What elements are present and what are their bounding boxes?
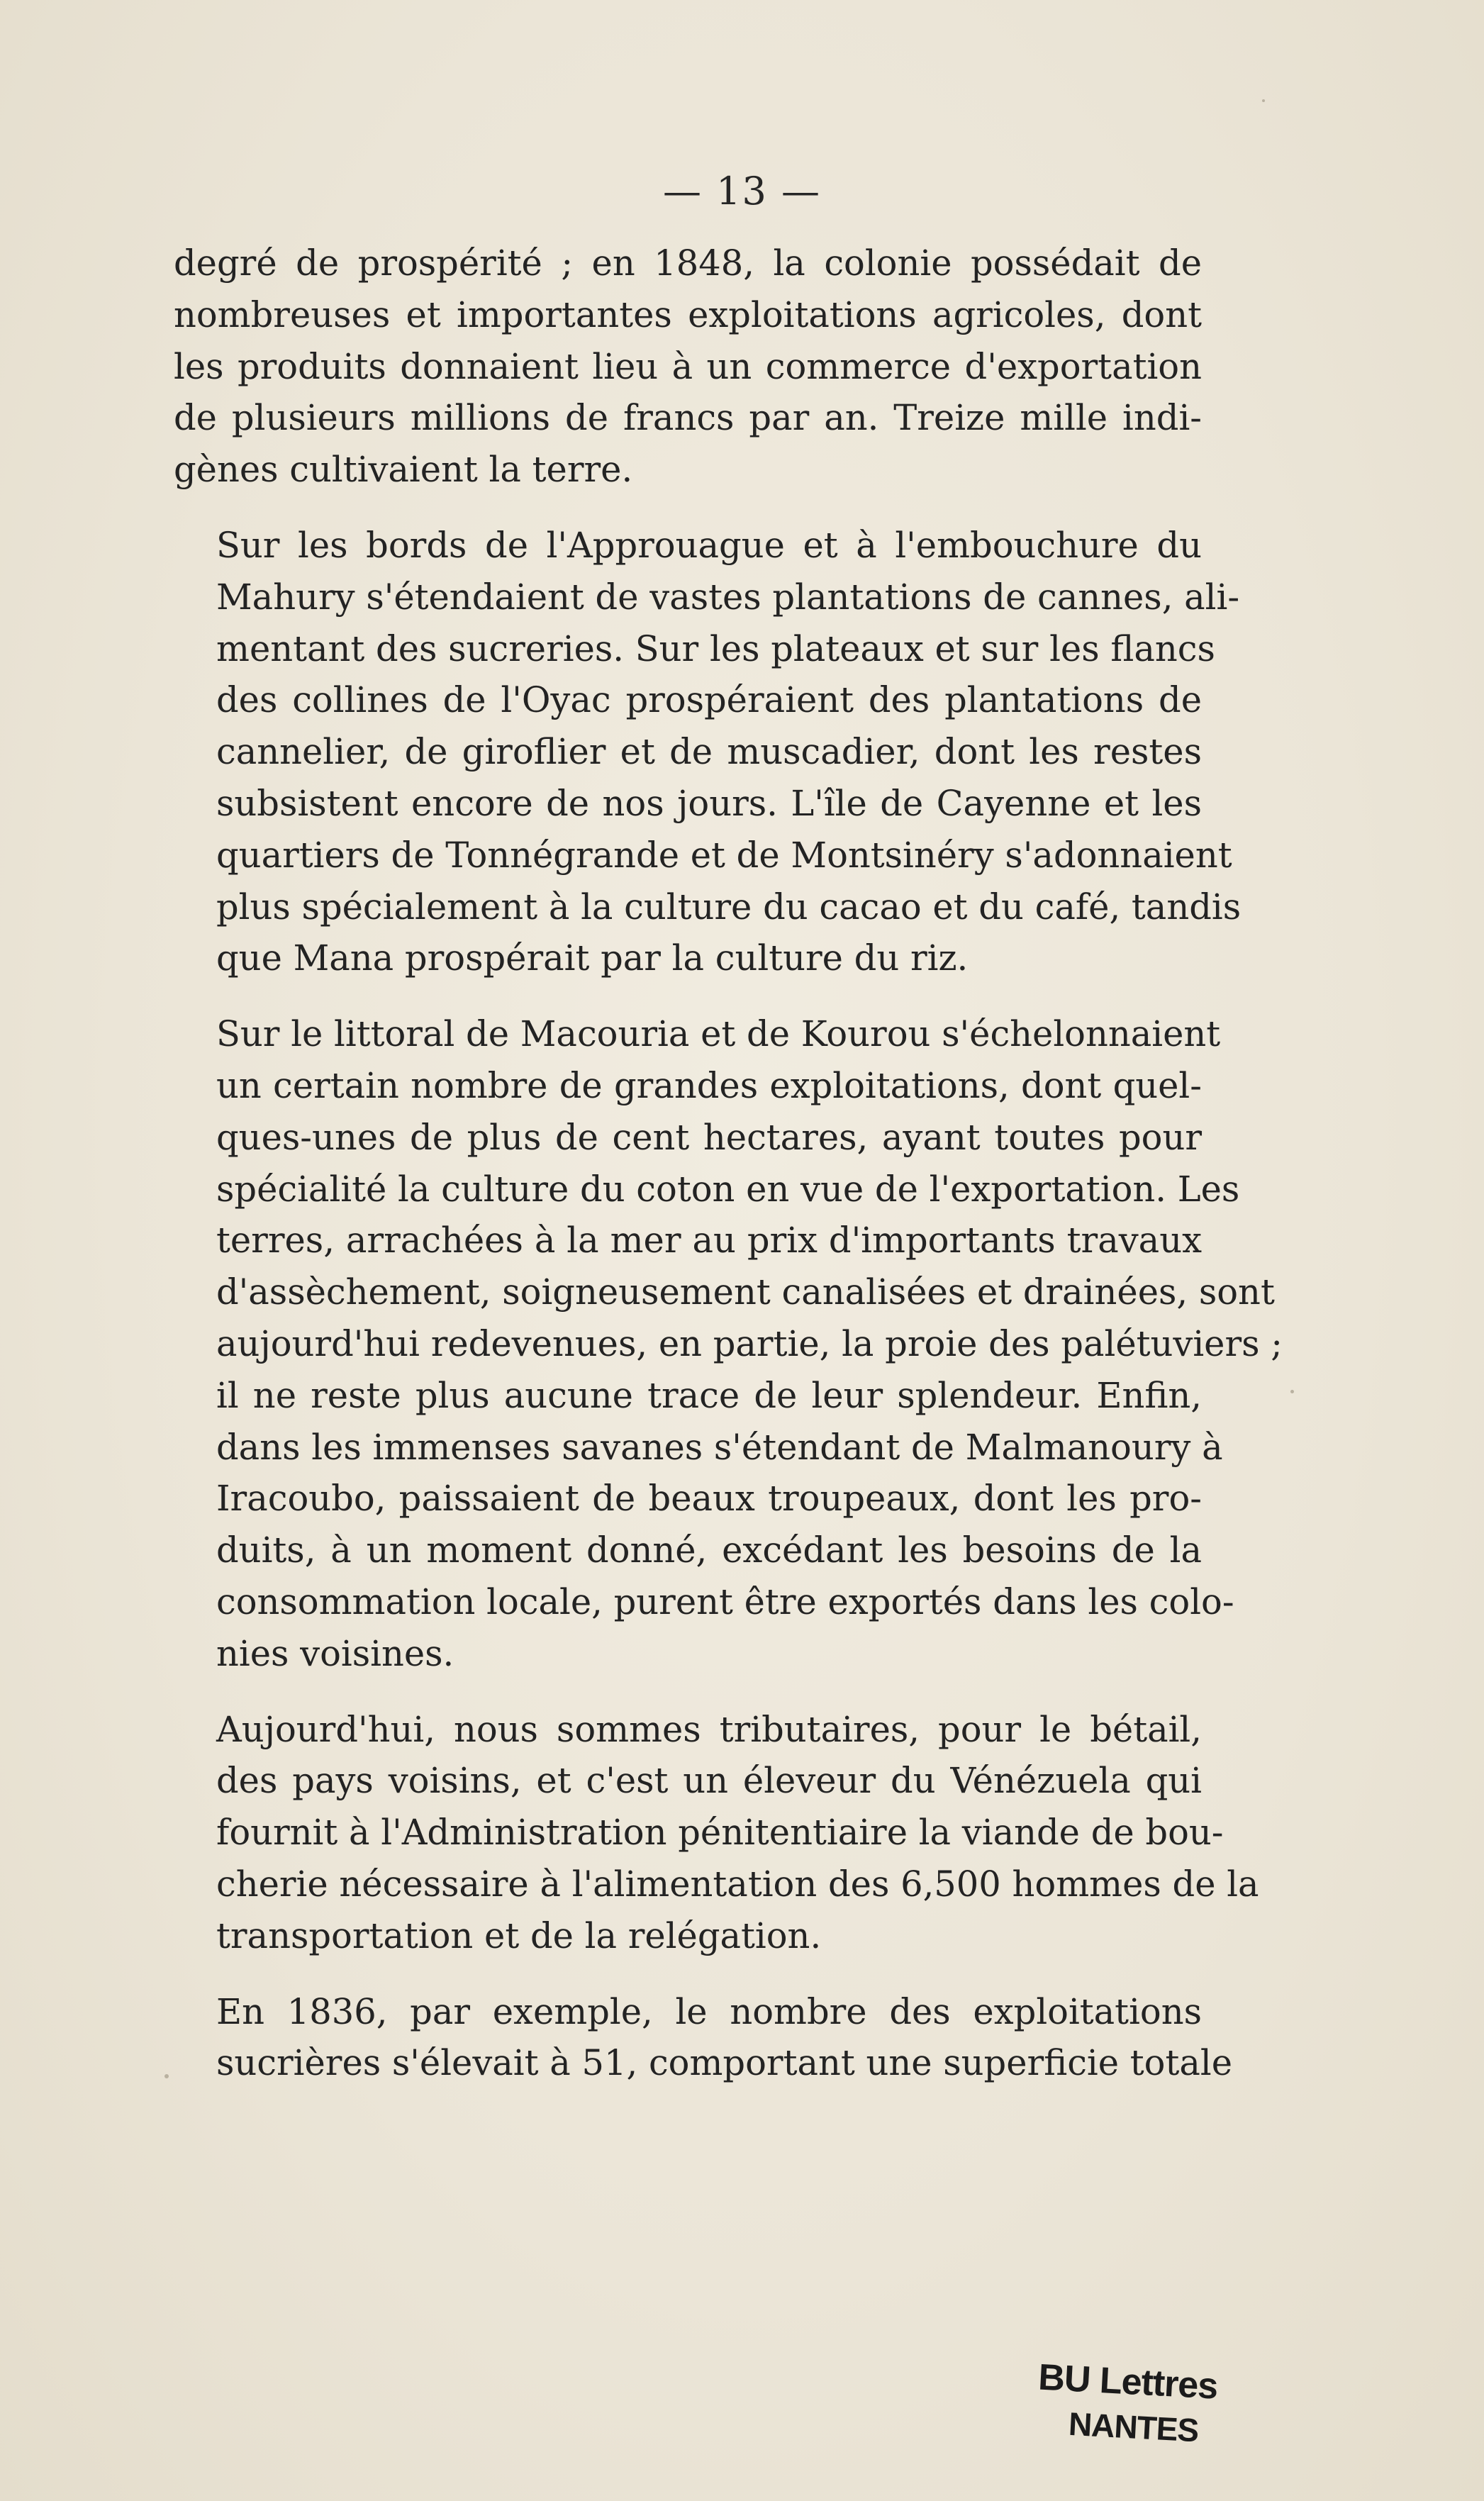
- paragraph-1: [174, 238, 1202, 496]
- text-line: ques-unes de plus de cent hectares, ayant toutes pour: [216, 1116, 1202, 1158]
- text-line: des pays voisins, et c'est un éleveur du Vénézuela qui: [216, 1760, 1202, 1802]
- text-line: sucrières s'élevait à 51, comportant une superficie totale: [216, 2042, 1233, 2084]
- paper-speck: [1290, 1390, 1294, 1393]
- text-line: duits, à un moment donné, excédant les besoins de la: [216, 1530, 1202, 1571]
- paper-speck: [164, 2074, 169, 2078]
- text-line: gènes cultivaient la terre.: [174, 449, 633, 491]
- paragraph-4: [174, 1704, 1259, 1962]
- text-line: En 1836, par exemple, le nombre des exploitations: [216, 1990, 1202, 2032]
- text-line: nombreuses et importantes exploitations agricoles, dont: [174, 294, 1202, 335]
- text-line: cannelier, de giroflier et de muscadier, dont les restes: [216, 731, 1202, 773]
- text-line: un certain nombre de grandes exploitations, dont quel-: [216, 1064, 1202, 1106]
- text-line: que Mana prospérait par la culture du riz.: [216, 937, 969, 979]
- text-line: fournit à l'Administration pénitentiaire la viande de bou-: [216, 1812, 1224, 1854]
- text-line: Sur le littoral de Macouria et de Kourou s'échelonnaient: [216, 1013, 1221, 1055]
- page-number: — 13 —: [662, 169, 822, 213]
- text-line: nies voisines.: [216, 1632, 454, 1674]
- text-line: aujourd'hui redevenues, en partie, la proie des palétuviers ;: [216, 1322, 1283, 1364]
- body-text: [174, 238, 1283, 2089]
- text-line: Sur les bords de l'Approuague et à l'embouchure du: [216, 524, 1202, 566]
- text-line: dans les immenses savanes s'étendant de Malmanoury à: [216, 1426, 1223, 1468]
- paragraph-5: [174, 1986, 1233, 2090]
- paper-speck: [1262, 99, 1265, 102]
- text-line: transportation et de la relégation.: [216, 1915, 822, 1956]
- text-line: Mahury s'étendaient de vastes plantations de cannes, ali-: [216, 576, 1240, 618]
- paragraph-2: [174, 520, 1242, 984]
- text-line: terres, arrachées à la mer au prix d'importants travaux: [216, 1220, 1202, 1261]
- text-line: spécialité la culture du coton en vue de l'exportation. Les: [216, 1168, 1240, 1210]
- text-line: Iracoubo, paissaient de beaux troupeaux, dont les pro-: [216, 1478, 1202, 1520]
- text-line: les produits donnaient lieu à un commerce d'exportation: [174, 345, 1202, 387]
- text-line: consommation locale, purent être exportés dans les colo-: [216, 1581, 1234, 1622]
- text-line: d'assèchement, soigneusement canalisées et drainées, sont: [216, 1271, 1275, 1313]
- text-line: de plusieurs millions de francs par an. Treize mille indi-: [174, 397, 1202, 439]
- library-stamp: [1034, 2356, 1244, 2473]
- text-line: subsistent encore de nos jours. L'île de Cayenne et les: [216, 782, 1202, 824]
- text-line: mentant des sucreries. Sur les plateaux et sur les flancs: [216, 628, 1215, 669]
- paragraph-3: [174, 1008, 1283, 1679]
- text-line: degré de prospérité ; en 1848, la colonie possédait de: [174, 243, 1202, 284]
- text-line: Aujourd'hui, nous sommes tributaires, pour le bétail,: [216, 1708, 1202, 1750]
- text-line: quartiers de Tonnégrande et de Montsinéry s'adonnaient: [216, 834, 1232, 876]
- text-line: plus spécialement à la culture du cacao et du café, tandis: [216, 886, 1242, 928]
- text-line: des collines de l'Oyac prospéraient des plantations de: [216, 679, 1202, 721]
- stamp-text-line2: NANTES: [1067, 2405, 1200, 2449]
- text-line: il ne reste plus aucune trace de leur splendeur. Enfin,: [216, 1374, 1202, 1416]
- stamp-text-line1: BU Lettres: [1037, 2356, 1219, 2407]
- text-line: cherie nécessaire à l'alimentation des 6,500 hommes de la: [216, 1863, 1259, 1905]
